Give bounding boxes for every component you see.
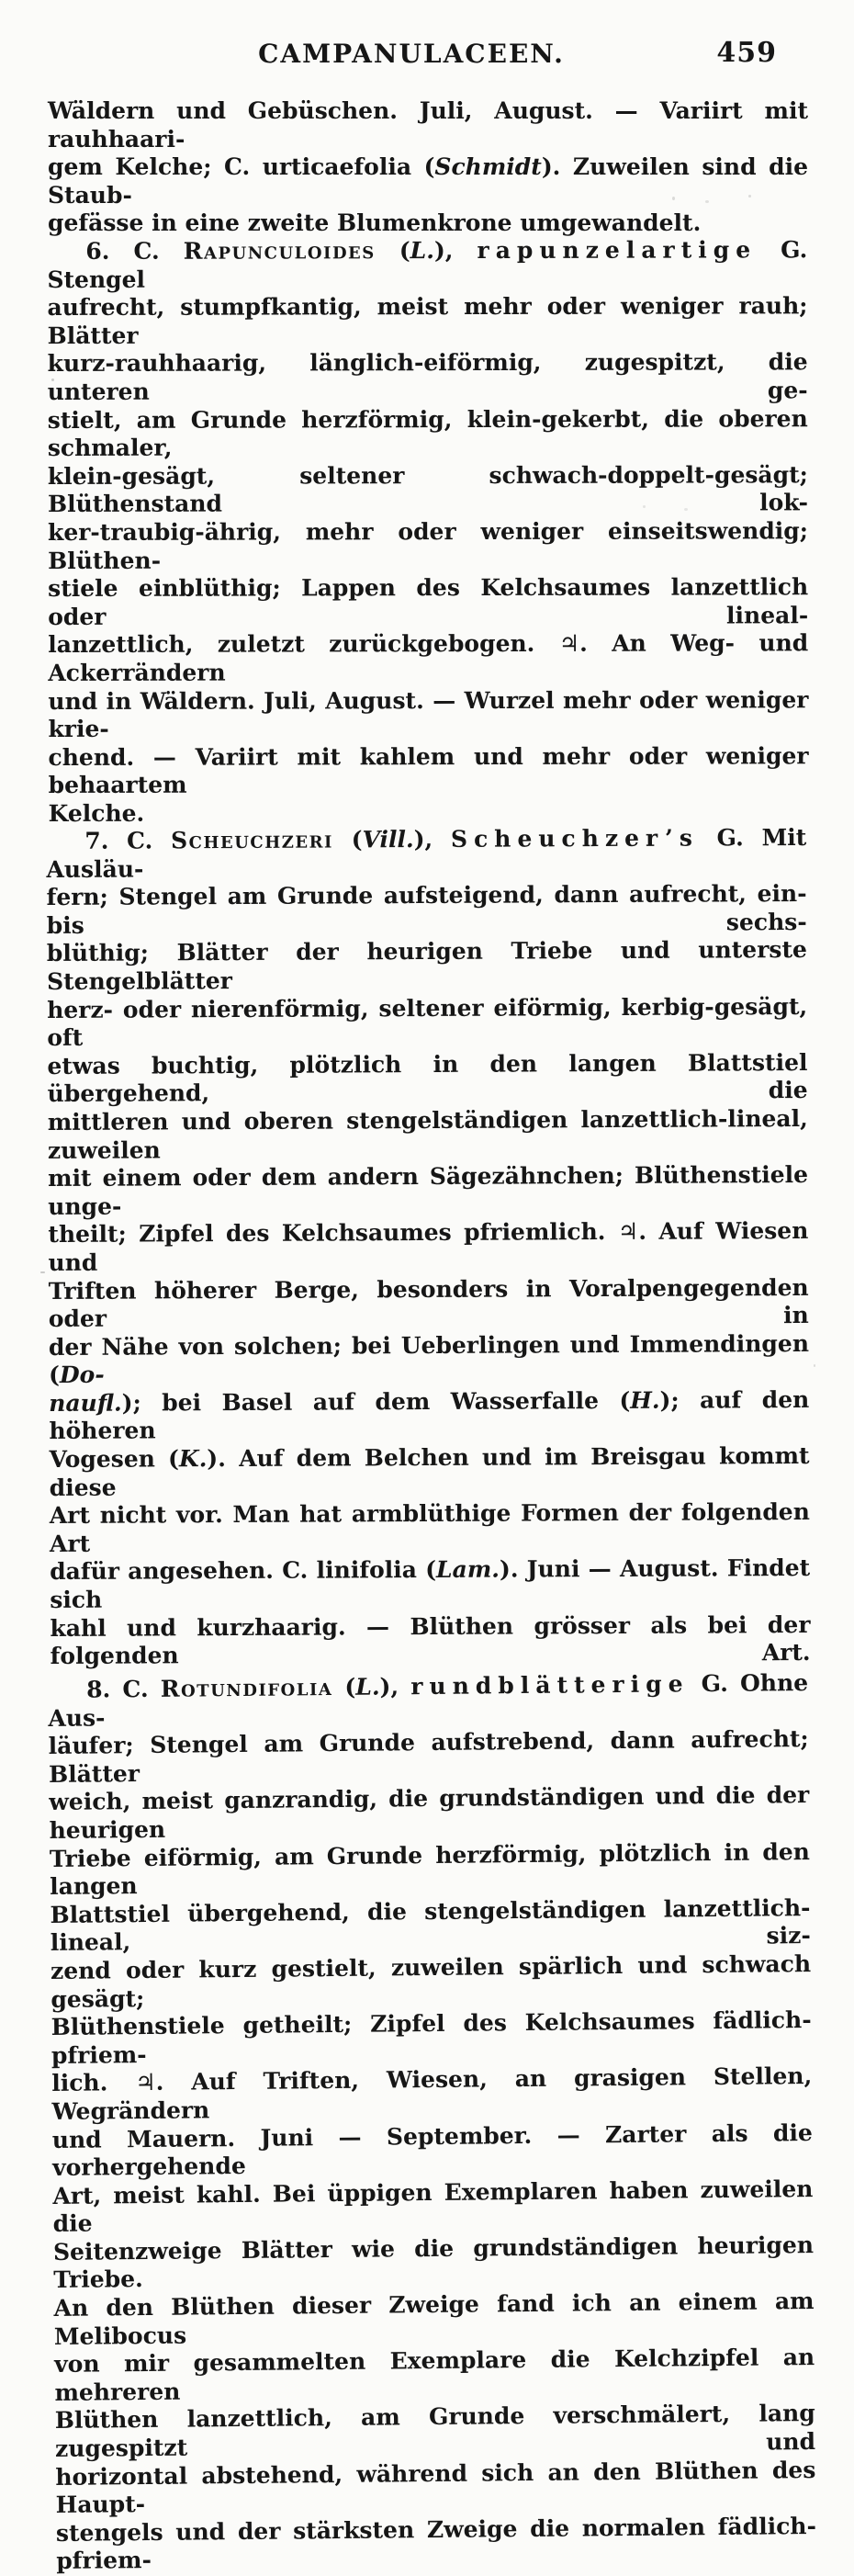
text-line: [47, 292, 807, 350]
text-line: [48, 630, 808, 688]
text-line: [47, 1049, 807, 1109]
text-line: [51, 2063, 813, 2127]
text-run: ). Auf dem Belchen und im Breisgau kommt diese: [49, 1442, 810, 1502]
text-run: herz- oder nierenförmig, seltener eiförmig, kerbig-gesägt, oft: [47, 992, 808, 1052]
text-line: [48, 153, 808, 209]
text-line: [49, 1330, 809, 1390]
text-line: [48, 1669, 809, 1733]
text-run: (: [332, 1674, 356, 1701]
scan-speckle: [672, 197, 675, 200]
text-run: aufrecht, stumpfkantig, meist mehr oder weniger rauh; Blätter: [47, 292, 808, 349]
paragraph: [47, 236, 808, 828]
text-line: [48, 1105, 808, 1165]
text-line: [50, 1894, 811, 1958]
text-line: [54, 2344, 815, 2408]
text-run: fern; Stengel am Grunde aufsteigend, dann aufrecht, ein- bis sechs-: [46, 880, 807, 940]
text-run: der Nähe von solchen; bei Ueberlingen und Immendingen (: [48, 1330, 810, 1389]
text-line: [48, 517, 808, 575]
page-header: [48, 39, 808, 73]
text-run: kahl und kurzhaarig. — Blüthen grösser als bei der folgenden Art.: [50, 1611, 811, 1670]
text-line: [48, 349, 808, 407]
text-run: horizontal abstehend, während sich an den Blüthen des Haupt-: [55, 2456, 816, 2519]
text-run: und Mauern. Juni — September. — Zarter als die vorhergehende: [51, 2118, 813, 2182]
text-line: [48, 1162, 808, 1222]
text-line: [55, 2457, 816, 2520]
text-run: ); bei Basel auf dem Wasserfalle (: [121, 1387, 631, 1417]
text-run: und in Wäldern. Juli, August. — Wurzel mehr oder weniger krie-: [48, 685, 809, 743]
text-run: lich. ♃. Auf Triften, Wiesen, an grasigen Stellen, Wegrändern: [51, 2062, 813, 2126]
scan-speckle: [814, 1364, 815, 1367]
text-line: [47, 881, 807, 941]
text-line: [53, 2288, 815, 2351]
species-name: Rapunculoides: [183, 237, 376, 265]
scan-speckle: [684, 508, 688, 511]
german-name: rundblätterige: [410, 1670, 690, 1700]
page-text: [46, 97, 817, 2576]
author-abbrev: Lam.: [435, 1556, 500, 1584]
text-run: mittleren und oberen stengelständigen lanzettlich-lineal, zuweilen: [47, 1105, 808, 1164]
text-run: Kelche.: [48, 799, 145, 827]
text-run: von mir gesammelten Exemplare die Kelchzipfel an mehreren: [54, 2344, 815, 2407]
text-run: blüthig; Blätter der heurigen Triebe und unterste Stengelblätter: [46, 936, 807, 996]
text-line: [49, 1442, 809, 1502]
author-abbrev: Do-: [59, 1361, 105, 1389]
text-run: Blüthenstiele getheilt; Zipfel des Kelchsaumes fädlich-pfriem-: [51, 2006, 812, 2069]
text-line: [50, 1611, 810, 1671]
text-line: [49, 1274, 809, 1334]
text-run: Triften höherer Berge, besonders in Voralpengegenden oder in: [48, 1273, 809, 1333]
text-run: Wäldern und Gebüschen. Juli, August. — Variirt mit rauhhaari-: [48, 97, 808, 153]
text-run: etwas buchtig, plötzlich in den langen Blattstiel übergehend, die: [47, 1049, 808, 1108]
text-run: (: [332, 826, 363, 853]
scan-speckle: [748, 195, 751, 198]
text-line: [53, 2231, 815, 2295]
paragraph: [46, 824, 810, 1671]
author-abbrev: K.: [178, 1445, 208, 1473]
text-run: kurz-rauhhaarig, länglich-eiförmig, zugespitzt, die unteren ge-: [47, 348, 808, 405]
author-abbrev: Schmidt: [434, 153, 542, 181]
text-run: zend oder kurz gestielt, zuweilen spärlich und schwach gesägt;: [50, 1950, 812, 2013]
text-run: mit einem oder dem andern Sägezähnchen; Blüthenstiele unge-: [48, 1161, 809, 1221]
text-line: [51, 1950, 812, 2014]
text-line: [55, 2401, 816, 2464]
author-abbrev: Vill.: [362, 826, 414, 853]
text-run: lanzettlich, zuletzt zurückgebogen. ♃. An Weg- und Ackerrändern: [48, 629, 809, 686]
scan-speckle: [40, 1271, 45, 1273]
text-line: [50, 1555, 810, 1615]
text-run: Blüthen lanzettlich, am Grunde verschmälert, lang zugespitzt und: [54, 2400, 816, 2463]
text-run: gem Kelche; C. urticaefolia (: [48, 153, 435, 181]
text-line: [48, 742, 808, 800]
author-abbrev: naufl.: [49, 1389, 122, 1418]
text-run: ). Zuweilen sind die Staub-: [48, 153, 808, 209]
text-run: stiele einblüthig; Lappen des Kelchsaumes lanzettlich oder lineal-: [48, 573, 809, 630]
scan-speckle: [705, 200, 709, 203]
text-run: 6. C.: [85, 237, 184, 265]
author-abbrev: L.: [410, 237, 434, 265]
species-name: Scheuchzeri: [170, 826, 334, 854]
text-run: stengels und der stärksten Zweige die normalen fädlich-pfriem-: [55, 2513, 817, 2575]
text-line: [48, 573, 808, 631]
text-run: Art nicht vor. Man hat armblüthige Formen der folgenden Art: [49, 1498, 810, 1558]
text-line: [49, 1782, 810, 1846]
text-line: [50, 1838, 811, 1902]
running-title: CAMPANULACEEN.: [258, 39, 565, 69]
text-run: G. Stengel: [47, 236, 808, 293]
text-line: [49, 1386, 809, 1446]
text-run: ),: [433, 236, 478, 265]
text-run: klein-gesägt, seltener schwach-doppelt-gesägt; Blüthenstand lok-: [47, 460, 808, 518]
text-line: [46, 824, 806, 884]
text-run: (: [375, 237, 410, 265]
text-run: ),: [413, 826, 452, 853]
text-run: G. Ohne Aus-: [48, 1669, 809, 1732]
german-name: Scheuchzer’s: [450, 824, 699, 853]
text-line: [50, 1499, 810, 1559]
text-run: G. Mit Ausläu-: [46, 824, 807, 884]
text-run: Seitenzweige Blätter wie die grundständigen heurigen Triebe.: [52, 2231, 815, 2294]
text-run: Vogesen (: [49, 1445, 180, 1474]
text-line: [52, 2119, 814, 2183]
text-run: stielt, am Grunde herzförmig, klein-gekerbt, die oberen schmaler,: [47, 404, 808, 462]
scan-speckle: [643, 505, 646, 508]
text-line: [47, 236, 807, 294]
text-line: [48, 461, 808, 519]
text-line: [48, 405, 808, 463]
text-line: [52, 2175, 814, 2239]
text-line: [47, 993, 807, 1053]
author-abbrev: H.: [630, 1387, 660, 1415]
text-run: ker-traubig-ährig, mehr oder weniger einseitswendig; Blüthen-: [47, 517, 809, 574]
text-run: dafür angesehen. C. linifolia (: [50, 1556, 437, 1586]
text-run: weich, meist ganzrandig, die grundständigen und die der heurigen: [49, 1781, 810, 1845]
text-run: 8. C.: [85, 1676, 161, 1703]
text-run: läufer; Stengel am Grunde aufstrebend, dann aufrecht; Blätter: [48, 1725, 809, 1789]
scan-speckle: [55, 539, 57, 541]
text-run: Art, meist kahl. Bei üppigen Exemplaren haben zuweilen die: [52, 2175, 814, 2238]
text-run: chend. — Variirt mit kahlem und mehr oder weniger behaartem: [48, 741, 809, 799]
text-line: [51, 2006, 813, 2070]
text-line: [48, 97, 808, 153]
paragraph: [48, 97, 808, 238]
text-line: [48, 686, 808, 744]
text-run: 7. C.: [84, 827, 172, 855]
paragraph: [48, 1669, 816, 2576]
text-line: [48, 1218, 808, 1278]
scan-speckle: [51, 378, 54, 381]
text-line: [56, 2513, 817, 2576]
text-run: ); auf den höheren: [49, 1386, 810, 1445]
text-run: Blattstiel übergehend, die stengelständigen lanzettlich-lineal, siz-: [50, 1894, 811, 1957]
text-run: Triebe eiförmig, am Grunde herzförmig, plötzlich in den langen: [49, 1837, 811, 1901]
text-line: [49, 1725, 810, 1789]
text-run: ),: [379, 1673, 411, 1700]
author-abbrev: L.: [355, 1673, 380, 1701]
german-name: rapunzelartige: [477, 236, 758, 264]
page-number: 459: [716, 37, 777, 69]
species-name: Rotundifolia: [160, 1674, 333, 1703]
text-run: gefässe in eine zweite Blumenkrone umgewandelt.: [48, 209, 702, 237]
text-line: [47, 937, 807, 997]
text-line: [48, 209, 808, 238]
text-run: ). Juni — August. Findet sich: [50, 1554, 811, 1614]
text-run: An den Blüthen dieser Zweige fand ich an einem am Melibocus: [53, 2288, 815, 2350]
text-run: theilt; Zipfel des Kelchsaumes pfriemlich. ♃. Auf Wiesen und: [48, 1217, 809, 1277]
